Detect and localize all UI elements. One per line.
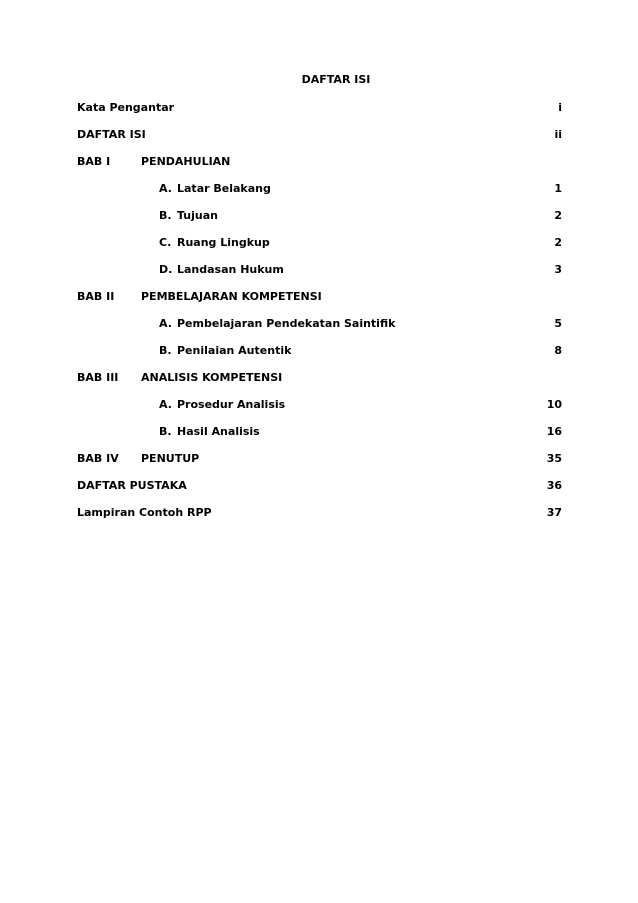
toc-chapter-title: ANALISIS KOMPETENSI [141, 371, 283, 384]
toc-subentry-letter: A. [159, 182, 172, 195]
toc-subentry-letter: B. [159, 344, 172, 357]
toc-subentry-label: Ruang Lingkup [177, 236, 270, 249]
toc-subentry [77, 424, 562, 451]
toc-subentry-letter: A. [159, 317, 172, 330]
toc-entry-page: 10 [546, 398, 562, 411]
toc-chapter [77, 451, 562, 478]
toc-entry-label: Kata Pengantar [77, 101, 175, 114]
toc-entry-page: 3 [554, 263, 562, 276]
toc-entry-page: 2 [554, 236, 562, 249]
toc-subentry-label: Tujuan [177, 209, 218, 222]
toc-subentry-letter: C. [159, 236, 172, 249]
toc-entry-label: DAFTAR ISI [77, 128, 146, 141]
toc-entry-label: DAFTAR PUSTAKA [77, 479, 187, 492]
toc-entry-page: 35 [546, 452, 562, 465]
toc-subentry [77, 208, 562, 235]
toc-subentry-letter: D. [159, 263, 173, 276]
toc-subentry [77, 235, 562, 262]
toc-entry [77, 127, 562, 154]
toc-chapter-number: BAB III [77, 371, 119, 384]
toc-chapter [77, 154, 562, 181]
toc-subentry-label: Landasan Hukum [177, 263, 284, 276]
toc-chapter-title: PENDAHULIAN [141, 155, 231, 168]
toc-subentry [77, 397, 562, 424]
toc-entry-page: ii [554, 128, 562, 141]
toc-subentry [77, 343, 562, 370]
toc-entry-page: 5 [554, 317, 562, 330]
toc-subentry-label: Latar Belakang [177, 182, 271, 195]
toc-subentry-label: Pembelajaran Pendekatan Saintifik [177, 317, 396, 330]
toc-entry-page: i [558, 101, 562, 114]
toc-entry [77, 100, 562, 127]
toc-entry-page: 1 [554, 182, 562, 195]
toc-entry-page: 37 [546, 506, 562, 519]
toc-subentry-label: Penilaian Autentik [177, 344, 292, 357]
toc-subentry-letter: A. [159, 398, 172, 411]
toc-entry-page: 8 [554, 344, 562, 357]
toc-chapter-title: PENUTUP [141, 452, 200, 465]
toc-subentry-letter: B. [159, 209, 172, 222]
toc-entry [77, 505, 562, 532]
toc-entry-page: 36 [546, 479, 562, 492]
table-of-contents [77, 100, 562, 532]
toc-chapter [77, 289, 562, 316]
toc-subentry-label: Prosedur Analisis [177, 398, 286, 411]
toc-entry [77, 478, 562, 505]
toc-chapter-number: BAB II [77, 290, 115, 303]
toc-subentry [77, 181, 562, 208]
toc-chapter-number: BAB IV [77, 452, 119, 465]
toc-subentry-label: Hasil Analisis [177, 425, 260, 438]
toc-chapter-title: PEMBELAJARAN KOMPETENSI [141, 290, 322, 303]
toc-subentry-letter: B. [159, 425, 172, 438]
toc-entry-page: 2 [554, 209, 562, 222]
page-title: DAFTAR ISI [301, 73, 371, 86]
toc-subentry [77, 316, 562, 343]
toc-subentry [77, 262, 562, 289]
toc-chapter-number: BAB I [77, 155, 111, 168]
toc-chapter [77, 370, 562, 397]
toc-entry-page: 16 [546, 425, 562, 438]
toc-entry-label: Lampiran Contoh RPP [77, 506, 212, 519]
